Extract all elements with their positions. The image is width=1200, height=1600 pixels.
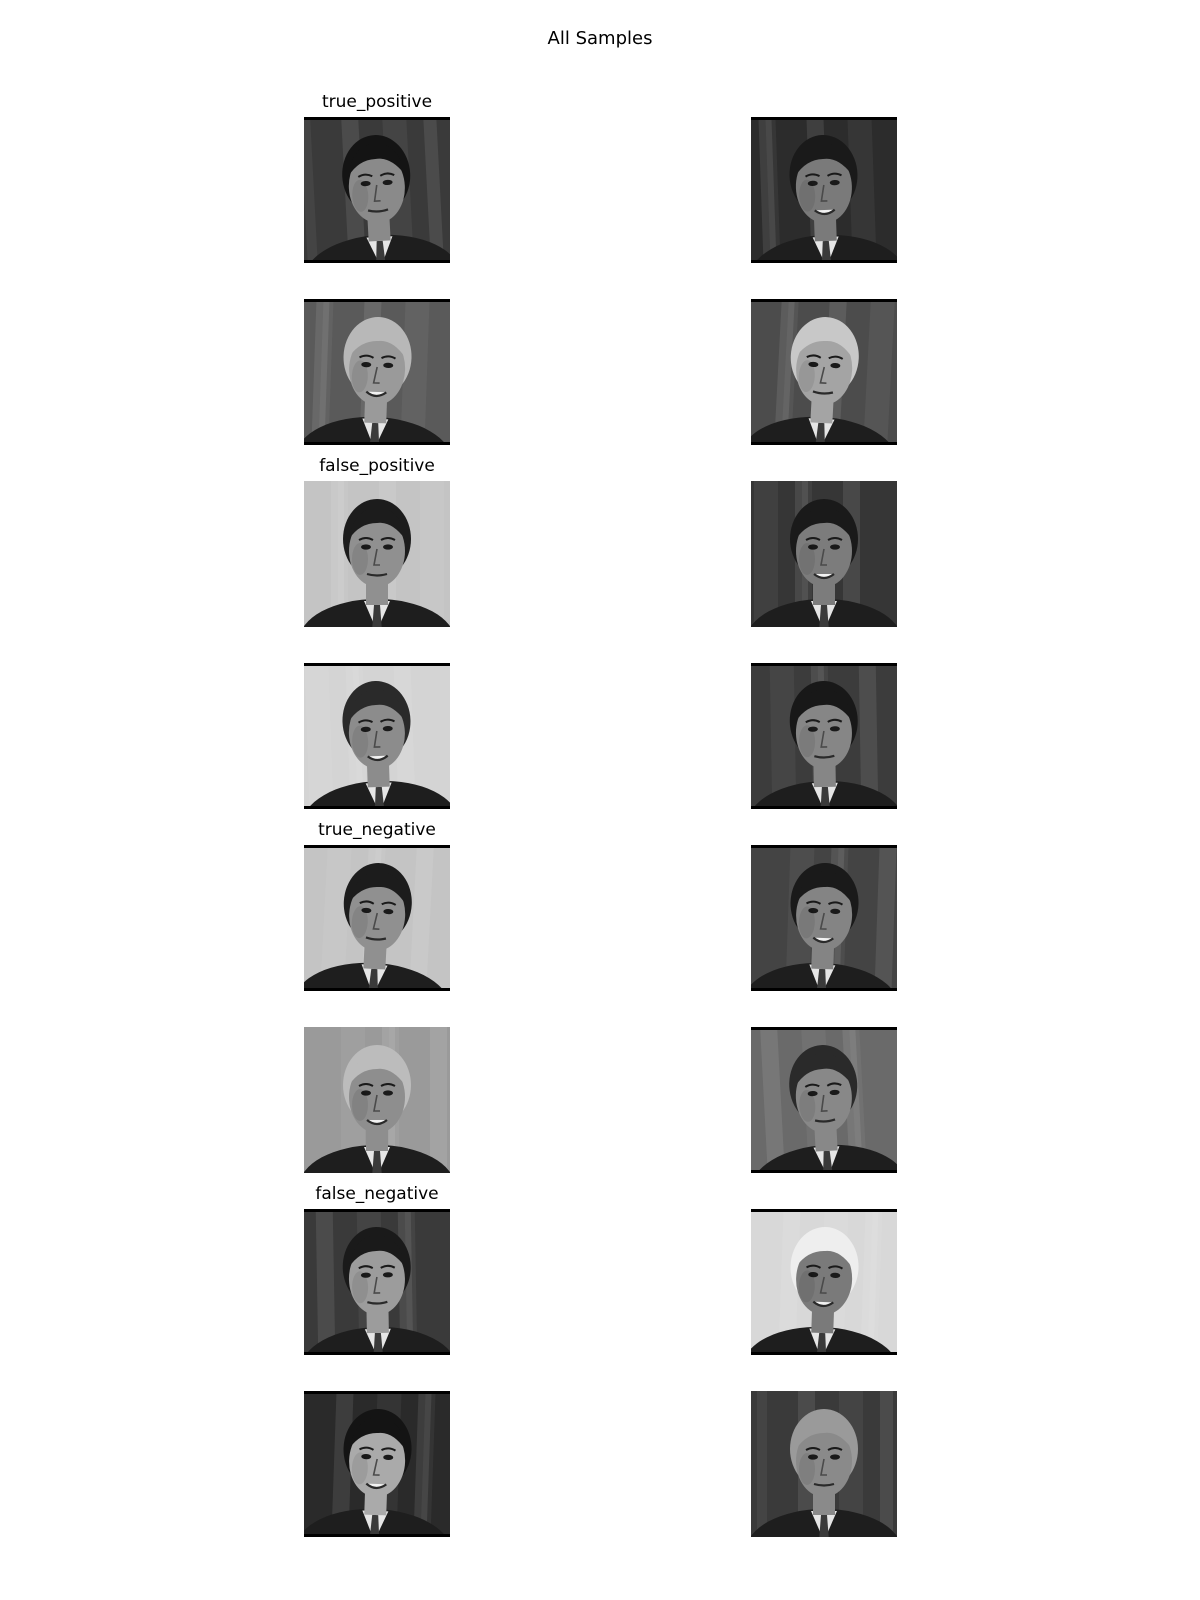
- face-photo: [751, 663, 897, 809]
- eye-right: [830, 544, 840, 549]
- false-positive-pair-2-right-image: [751, 663, 897, 809]
- false-positive-pair-1-right-image: [751, 481, 897, 627]
- face-photo: [304, 663, 450, 809]
- face-photo: [751, 117, 897, 263]
- true-negative-pair-2-right-image: [751, 1027, 897, 1173]
- true-negative-pair-1-left-image: [304, 845, 450, 991]
- false-negative-pair-1-right-image: [751, 1209, 897, 1355]
- figure-title: All Samples: [547, 28, 653, 49]
- eye-right: [383, 1090, 393, 1095]
- false-negative-pair-2-right-image: [751, 1391, 897, 1537]
- face-photo: [304, 299, 450, 445]
- eye-right: [830, 1454, 840, 1459]
- face-photo: [751, 845, 897, 991]
- face-photo: [304, 1209, 450, 1355]
- group-title-false-positive: false_positive: [319, 456, 435, 476]
- face-photo: [751, 481, 897, 627]
- face-photo: [751, 1391, 897, 1537]
- false-positive-pair-1-left-image: [304, 481, 450, 627]
- true-positive-pair-1-right-image: [751, 117, 897, 263]
- face-photo: [751, 299, 897, 445]
- false-negative-pair-1-left-image: [304, 1209, 450, 1355]
- face-photo: [304, 1027, 450, 1173]
- face-photo: [751, 1209, 897, 1355]
- face-photo: [304, 845, 450, 991]
- true-positive-pair-2-left-image: [304, 299, 450, 445]
- group-title-true-negative: true_negative: [318, 820, 436, 840]
- face-photo: [751, 1027, 897, 1173]
- face-photo: [304, 117, 450, 263]
- true-negative-pair-2-left-image: [304, 1027, 450, 1173]
- face-photo: [304, 481, 450, 627]
- group-title-false-negative: false_negative: [315, 1184, 439, 1204]
- true-negative-pair-1-right-image: [751, 845, 897, 991]
- true-positive-pair-1-left-image: [304, 117, 450, 263]
- group-title-true-positive: true_positive: [321, 92, 433, 112]
- face-photo: [304, 1391, 450, 1537]
- eye-right: [383, 544, 393, 549]
- false-positive-pair-2-left-image: [304, 663, 450, 809]
- true-positive-pair-2-right-image: [751, 299, 897, 445]
- false-negative-pair-2-left-image: [304, 1391, 450, 1537]
